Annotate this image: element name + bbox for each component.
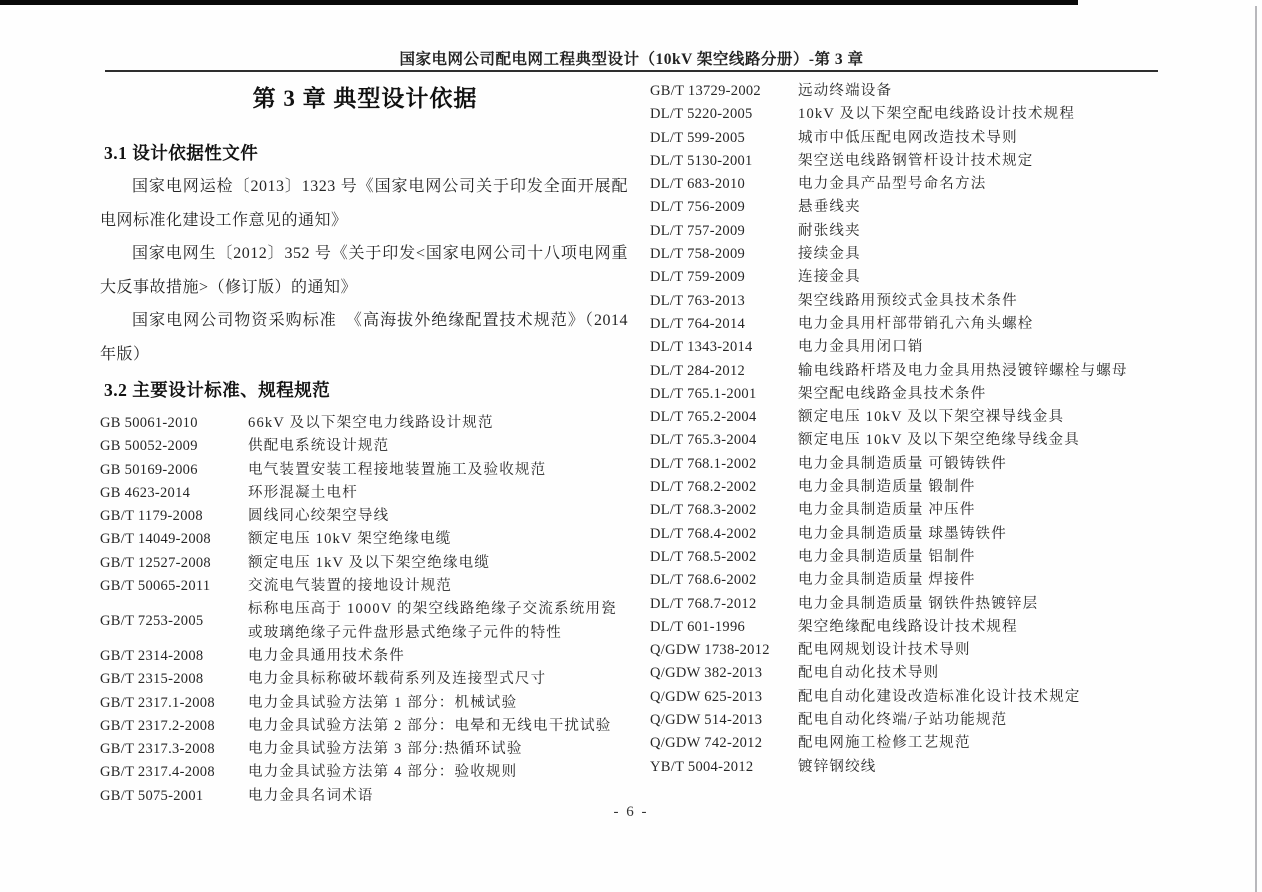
standard-row — [650, 103, 1162, 126]
standard-code: DL/T 768.2-2002 — [650, 479, 757, 496]
standard-row — [100, 761, 630, 784]
standard-row — [100, 528, 630, 551]
standard-row — [100, 459, 630, 482]
standard-code: DL/T 764-2014 — [650, 315, 746, 332]
standard-code: DL/T 1343-2014 — [650, 339, 753, 356]
standard-name: 交流电气装置的接地设计规范 — [248, 578, 453, 595]
standard-row — [650, 220, 1162, 243]
standard-code: GB/T 2317.2-2008 — [100, 717, 215, 734]
standard-code: GB/T 14049-2008 — [100, 531, 211, 548]
standard-row — [100, 692, 630, 715]
standard-name: 架空线路用预绞式金具技术条件 — [798, 292, 1018, 309]
standard-row — [650, 266, 1162, 289]
standard-code: GB/T 13729-2002 — [650, 83, 761, 99]
standard-name: 接续金具 — [798, 246, 861, 263]
standard-row — [650, 150, 1162, 173]
standard-row — [100, 435, 630, 458]
standard-name: 供配电系统设计规范 — [248, 438, 390, 455]
standard-row — [100, 482, 630, 505]
standard-code: GB 50061-2010 — [100, 415, 198, 431]
standard-row — [100, 412, 630, 435]
standard-code: GB 50052-2009 — [100, 438, 198, 455]
standard-row — [650, 313, 1162, 336]
standard-code: DL/T 768.3-2002 — [650, 502, 757, 519]
standard-code: GB/T 2317.4-2008 — [100, 764, 215, 781]
standard-code: DL/T 768.5-2002 — [650, 548, 757, 565]
standard-row — [650, 406, 1162, 429]
standard-name: 架空绝缘配电线路设计技术规程 — [798, 618, 1018, 635]
standard-row — [650, 732, 1162, 755]
standard-name: 配电网规划设计技术导则 — [798, 642, 971, 659]
standard-row — [650, 80, 1162, 103]
standard-name: 电力金具试验方法第 1 部分：机械试验 — [248, 694, 518, 711]
standard-name: 电力金具制造质量 钢铁件热镀锌层 — [798, 595, 1039, 612]
standard-row — [650, 639, 1162, 662]
standard-name: 电力金具制造质量 铝制件 — [798, 548, 976, 565]
standard-code: GB/T 1179-2008 — [100, 508, 203, 525]
standard-code: DL/T 768.1-2002 — [650, 455, 757, 472]
section-3-2-heading: 3.2 主要设计标准、规程规范 — [104, 380, 331, 400]
standard-row — [650, 290, 1162, 313]
standard-name: 悬垂线夹 — [798, 199, 861, 216]
standard-row — [650, 476, 1162, 499]
standard-code: Q/GDW 514-2013 — [650, 712, 763, 729]
standard-code: DL/T 5130-2001 — [650, 152, 753, 169]
standard-row — [650, 173, 1162, 196]
standard-name: 电力金具制造质量 球墨铸铁件 — [798, 525, 1007, 542]
header-rule — [105, 70, 1158, 72]
page-header: 国家电网公司配电网工程典型设计（10kV 架空线路分册）-第 3 章 — [399, 51, 864, 68]
standard-name: 电力金具名词术语 — [248, 787, 374, 804]
standard-name: 圆线同心绞架空导线 — [248, 508, 390, 525]
standard-name: 远动终端设备 — [798, 83, 893, 99]
standard-name: 电力金具试验方法第 3 部分:热循环试验 — [248, 741, 523, 758]
standard-row — [650, 429, 1162, 452]
standard-code: DL/T 765.2-2004 — [650, 409, 757, 426]
standard-code: GB/T 2317.1-2008 — [100, 694, 215, 711]
paragraph: 国家电网公司物资采购标准 《高海拔外绝缘配置技术规范》（2014年版） — [100, 312, 628, 363]
standard-code: Q/GDW 625-2013 — [650, 688, 763, 705]
standard-row — [650, 686, 1162, 709]
standard-name: 连接金具 — [798, 269, 861, 286]
standard-code: DL/T 765.3-2004 — [650, 432, 757, 449]
standard-row — [650, 360, 1162, 383]
standard-name: 电力金具用杆部带销孔六角头螺栓 — [798, 315, 1034, 332]
standard-code: DL/T 768.4-2002 — [650, 525, 757, 542]
standard-name: 电力金具制造质量 焊接件 — [798, 572, 976, 589]
standard-code: GB/T 2317.3-2008 — [100, 741, 215, 758]
standard-row — [100, 715, 630, 738]
standard-row — [650, 546, 1162, 569]
paragraph: 国家电网运检〔2013〕1323 号《国家电网公司关于印发全面开展配电网标准化建设工作意见的通知》 — [100, 178, 628, 229]
standard-name: 额定电压 1kV 及以下架空绝缘电缆 — [248, 554, 491, 571]
standard-name: 电气装置安装工程接地装置施工及验收规范 — [248, 461, 547, 478]
standard-name: 镀锌钢绞线 — [798, 758, 877, 775]
standard-name: 额定电压 10kV 及以下架空裸导线金具 — [798, 409, 1065, 426]
standard-name: 电力金具通用技术条件 — [248, 647, 405, 664]
standards-list-right — [650, 80, 1162, 779]
standard-code: GB/T 2314-2008 — [100, 647, 204, 664]
standard-name: 10kV 及以下架空配电线路设计技术规程 — [798, 106, 1076, 123]
standard-code: DL/T 758-2009 — [650, 246, 746, 263]
standard-code: GB/T 7253-2005 — [100, 613, 204, 630]
standard-code: GB/T 2315-2008 — [100, 671, 204, 688]
standard-row — [650, 662, 1162, 685]
standard-name: 配电自动化技术导则 — [798, 665, 940, 682]
standard-name: 电力金具产品型号命名方法 — [798, 176, 987, 193]
standard-code: GB 50169-2006 — [100, 461, 198, 478]
standard-name: 架空送电线路钢管杆设计技术规定 — [798, 152, 1034, 169]
standard-code: GB/T 5075-2001 — [100, 787, 204, 804]
chapter-title: 第 3 章 典型设计依据 — [252, 86, 478, 111]
page-number: - 6 - — [613, 804, 649, 820]
standard-row — [650, 523, 1162, 546]
standard-row — [100, 668, 630, 691]
standard-name: 配电网施工检修工艺规范 — [798, 735, 971, 752]
standard-row — [100, 645, 630, 668]
standard-code: DL/T 765.1-2001 — [650, 385, 757, 402]
standard-code: DL/T 757-2009 — [650, 222, 746, 239]
standard-row — [100, 575, 630, 598]
standard-name: 电力金具用闭口销 — [798, 339, 924, 356]
standard-name: 耐张线夹 — [798, 222, 861, 239]
standard-code: GB/T 50065-2011 — [100, 578, 211, 595]
standard-row — [650, 593, 1162, 616]
standard-name: 电力金具制造质量 可锻铸铁件 — [798, 455, 1007, 472]
standard-code: DL/T 768.7-2012 — [650, 595, 757, 612]
standard-row — [650, 383, 1162, 406]
standard-code: DL/T 768.6-2002 — [650, 572, 757, 589]
standard-row — [650, 756, 1162, 779]
standard-name: 电力金具标称破坏载荷系列及连接型式尺寸 — [248, 671, 547, 688]
standard-code: Q/GDW 1738-2012 — [650, 642, 770, 659]
standard-code: DL/T 599-2005 — [650, 129, 746, 146]
standard-code: DL/T 601-1996 — [650, 618, 746, 635]
standard-name: 电力金具制造质量 锻制件 — [798, 479, 976, 496]
standard-name: 电力金具试验方法第 4 部分：验收规则 — [248, 764, 518, 781]
scan-edge-top-bar — [0, 0, 1078, 5]
standard-code: DL/T 759-2009 — [650, 269, 746, 286]
standard-code: YB/T 5004-2012 — [650, 758, 754, 775]
standard-code: Q/GDW 742-2012 — [650, 735, 763, 752]
standard-row — [650, 453, 1162, 476]
paragraph: 国家电网生〔2012〕352 号《关于印发<国家电网公司十八项电网重大反事故措施>（修订版）的通知》 — [100, 245, 628, 296]
standard-row — [650, 709, 1162, 732]
standard-code: DL/T 683-2010 — [650, 176, 746, 193]
standard-code: DL/T 5220-2005 — [650, 106, 753, 123]
standard-row — [650, 499, 1162, 522]
standard-code: DL/T 756-2009 — [650, 199, 746, 216]
standard-name: 电力金具制造质量 冲压件 — [798, 502, 976, 519]
standard-name: 标称电压高于 1000V 的架空线路绝缘子交流系统用瓷或玻璃绝缘子元件盘形悬式绝缘子元件的特性 — [248, 601, 617, 641]
left-column — [100, 82, 630, 808]
standard-row — [100, 598, 630, 645]
standard-row — [100, 738, 630, 761]
standard-row — [100, 552, 630, 575]
standard-row — [650, 243, 1162, 266]
standard-name: 架空配电线路金具技术条件 — [798, 385, 987, 402]
standard-row — [650, 336, 1162, 359]
standard-name: 配电自动化建设改造标准化设计技术规定 — [798, 688, 1081, 705]
standard-code: GB/T 12527-2008 — [100, 554, 211, 571]
standard-row — [650, 616, 1162, 639]
standard-name: 配电自动化终端/子站功能规范 — [798, 712, 1008, 729]
standard-row — [650, 127, 1162, 150]
standard-name: 输电线路杆塔及电力金具用热浸镀锌螺栓与螺母 — [798, 362, 1128, 379]
standard-row — [650, 569, 1162, 592]
standard-name: 额定电压 10kV 架空绝缘电缆 — [248, 531, 452, 548]
standard-code: GB 4623-2014 — [100, 484, 191, 501]
standard-name: 66kV 及以下架空电力线路设计规范 — [248, 415, 494, 431]
standard-name: 城市中低压配电网改造技术导则 — [798, 129, 1018, 146]
standard-name: 电力金具试验方法第 2 部分：电晕和无线电干扰试验 — [248, 717, 612, 734]
standards-list-left — [100, 412, 630, 808]
standard-code: DL/T 763-2013 — [650, 292, 746, 309]
right-column — [650, 80, 1162, 779]
section-3-1-paragraphs — [100, 170, 628, 371]
standard-row — [100, 505, 630, 528]
section-3-1-heading: 3.1 设计依据性文件 — [104, 143, 259, 163]
standard-name: 环形混凝土电杆 — [248, 484, 358, 501]
standard-code: Q/GDW 382-2013 — [650, 665, 763, 682]
scan-edge-right-line — [1255, 6, 1257, 892]
standard-name: 额定电压 10kV 及以下架空绝缘导线金具 — [798, 432, 1080, 449]
standard-code: DL/T 284-2012 — [650, 362, 746, 379]
standard-row — [650, 196, 1162, 219]
